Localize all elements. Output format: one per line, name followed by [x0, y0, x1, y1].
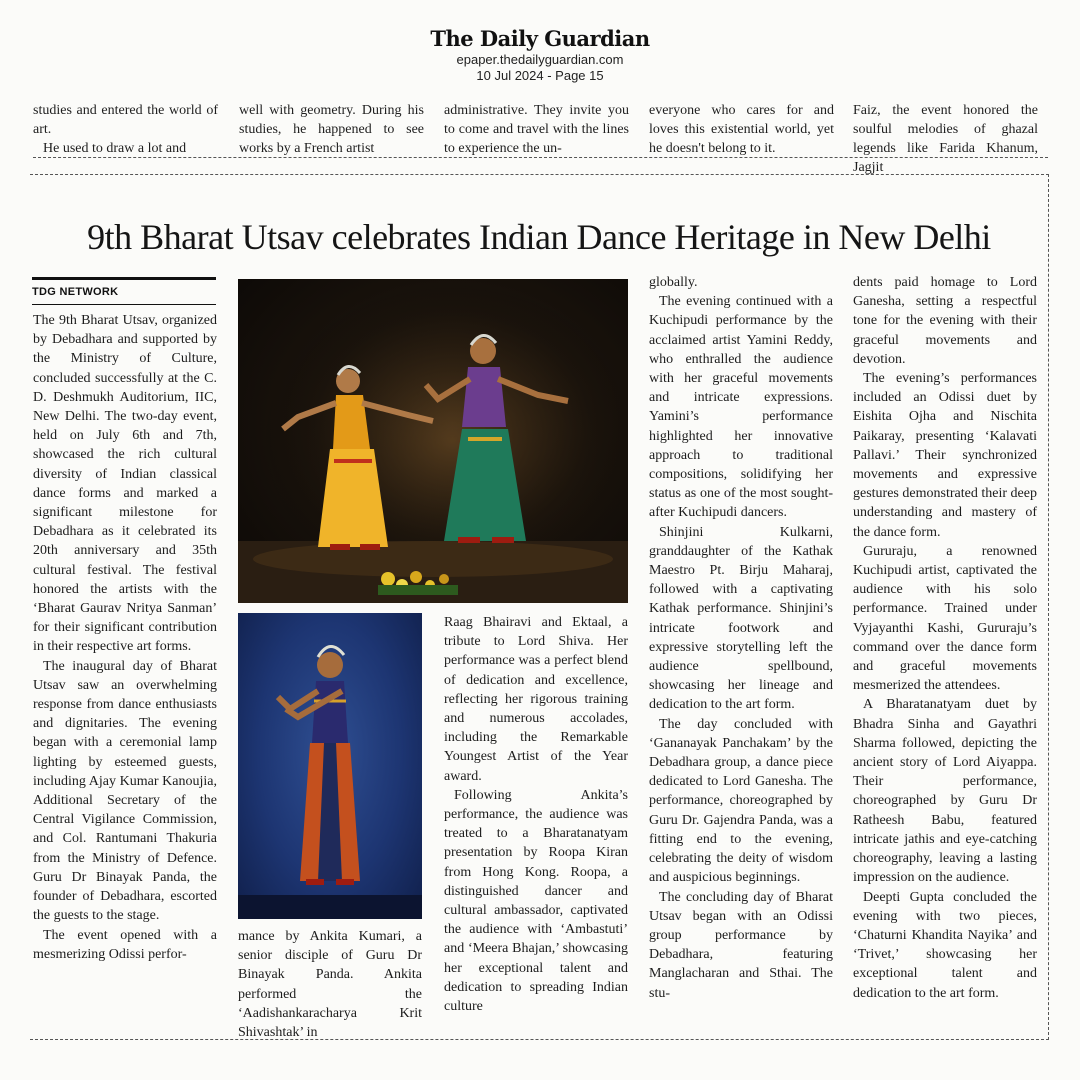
article-paragraph: The day concluded with ‘Gananayak Panchakam’ by the Debadhara group, a dance piece dedicated to Lord Ganesha. The performance, choreographed by Guru Dr. Gajendra Panda, was a fitting end to the evening, celebrating the deity of wisdom and auspicious beginnings. [649, 716, 833, 886]
article-column-4 [649, 273, 833, 1027]
previous-article-column [853, 101, 1038, 175]
article-byline: TDG NETWORK [32, 277, 216, 305]
edition-dateline: 10 Jul 2024 - Page 15 [476, 68, 604, 83]
solo-odissi-photo [238, 613, 422, 919]
previous-article-column [444, 101, 629, 157]
previous-article-paragraph: Faiz, the event honored the soulful melodies of ghazal legends like Farida Khanum, Jagjit [853, 103, 1038, 175]
solo-dance-illustration [238, 613, 422, 919]
previous-article-paragraph: studies and entered the world of art. [33, 103, 218, 137]
article-paragraph: Raag Bhairavi and Ektaal, a tribute to Lord Shiva. Her performance was a perfect blend of dedication and excellence, reflecting her rigorous training and numerous accolades, including the Remarkable Youngest Artist of the Year award. [444, 615, 628, 784]
previous-article-paragraph: He used to draw a lot and [43, 141, 187, 156]
article-headline: 9th Bharat Utsav celebrates Indian Dance Heritage in New Delhi [87, 217, 991, 257]
article-paragraph: Gururaju, a renowned Kuchipudi artist, captivated the audience with his solo performance. Trained under Vyjayanthi Kashi, Gururaju’s command over the dance form and graceful movements mesmerized the attendees. [853, 543, 1037, 694]
previous-article-column [649, 101, 834, 157]
article-column-5 [853, 273, 1037, 1027]
previous-article-paragraph: administrative. They invite you to come and travel with the lines to experience the un- [444, 103, 629, 156]
article-paragraph: The inaugural day of Bharat Utsav saw an overwhelming response from dance enthusiasts and dignitaries. The evening began with a ceremonial lamp lighting by esteemed guests, including Ajay Kumar Kanoujia, Additional Secretary of the Central Vigilance Commission, and Col. Rantumani Thakuria from the Ministry of Defence. Guru Dr Binayak Panda, the founder of Debadhara, escorted the guests to the stage. [33, 658, 217, 924]
solo-dancer [278, 646, 360, 885]
article-paragraph: The evening continued with a Kuchipudi performance by the acclaimed artist Yamini Reddy, who enthralled the audience with her graceful movements and intricate expressions. Yamini’s performance highlighted her innovative approach to traditional compositions, solidifying her status as one of the most sought-after Kuchipudi dancers. [649, 294, 833, 521]
previous-article-paragraph: well with geometry. During his studies, he happened to see works by a French artist [239, 103, 424, 156]
article-paragraph: Shinjini Kulkarni, granddaughter of the Kathak Maestro Pt. Birju Maharaj, followed with a captivating Kathak performance. Shinjini’s intricate footwork and expressive storytelling left the audience spellbound, showcasing her lineage and dedication to the art form. [649, 524, 833, 713]
article-paragraph: A Bharatanatyam duet by Bhadra Sinha and Gayathri Sharma followed, depicting the ancient story of Lord Aiyappa. Their performance, choreographed by Guru Dr Ratheesh Babu, featured intricate jathis and eye-catching choreography, leaving a lasting impression on the audience. [853, 697, 1037, 886]
duet-dance-photo [238, 279, 628, 603]
duet-dance-illustration [238, 279, 628, 603]
article-paragraph: The 9th Bharat Utsav, organized by Debadhara and supported by the Ministry of Culture, concluded successfully at the C. D. Deshmukh Auditorium, IIC, New Delhi. The two-day event, held on July 6th and 7th, showcased the rich cultural diversity of Indian classical dance forms and marked a significant milestone for Debadhara as it celebrated its 20th anniversary and 35th cultural festival. The festival honored the artists with the ‘Bharat Gaurav Nritya Sanman’ for their significant contribution in their respective art forms. [33, 313, 217, 655]
article-paragraph: Deepti Gupta concluded the evening with two pieces, ‘Chaturni Khandita Nayika’ and ‘Trivet,’ showcasing her exceptional talent and dedication to the art form. [853, 889, 1037, 1001]
previous-article-paragraph: everyone who cares for and loves this existential world, yet he doesn't belong to it. [649, 103, 834, 156]
article-paragraph: The evening’s performances included an Odissi duet by Eishita Ojha and Nischita Paikaray, presenting ‘Kalavati Pallavi.’ Their synchronized movements and expressive gestures demonstrated their deep understanding and mastery of the dance form. [853, 371, 1037, 540]
masthead [0, 26, 1080, 84]
article-paragraph: mance by Ankita Kumari, a senior disciple of Guru Dr Binayak Panda. Ankita performed the ‘Aadishankaracharya Krit Shivashtak’ in [238, 929, 422, 1041]
previous-article-strip [33, 101, 1048, 175]
article-column-3 [444, 613, 628, 1027]
epaper-url[interactable]: epaper.thedailyguardian.com [456, 52, 624, 67]
article-paragraph: Following Ankita’s performance, the audience was treated to a Bharatanatyam presentation by Roopa Kiran from Hong Kong. Roopa, a distinguished dancer and cultural ambassador, captivated the audience with ‘Ambastuti’ and ‘Meera Bhajan,’ showcasing her exceptional talent and dedication to spreading Indian culture [444, 787, 628, 1015]
article-column-1 [33, 311, 217, 1027]
article-paragraph: dents paid homage to Lord Ganesha, setting a respectful tone for the evening with their graceful movements and devotion. [853, 275, 1037, 367]
article-paragraph: The event opened with a mesmerizing Odissi perfor- [33, 927, 217, 962]
newspaper-title: The Daily Guardian [430, 26, 650, 51]
article-paragraph: The concluding day of Bharat Utsav began with an Odissi group performance by Debadhara, featuring Manglacharan and Sthai. The stu- [649, 889, 833, 1001]
article-column-2 [238, 927, 422, 1041]
article-paragraph: globally. [649, 275, 698, 290]
previous-article-column [33, 101, 218, 157]
previous-article-column [239, 101, 424, 157]
bharat-utsav-article [30, 174, 1049, 1040]
